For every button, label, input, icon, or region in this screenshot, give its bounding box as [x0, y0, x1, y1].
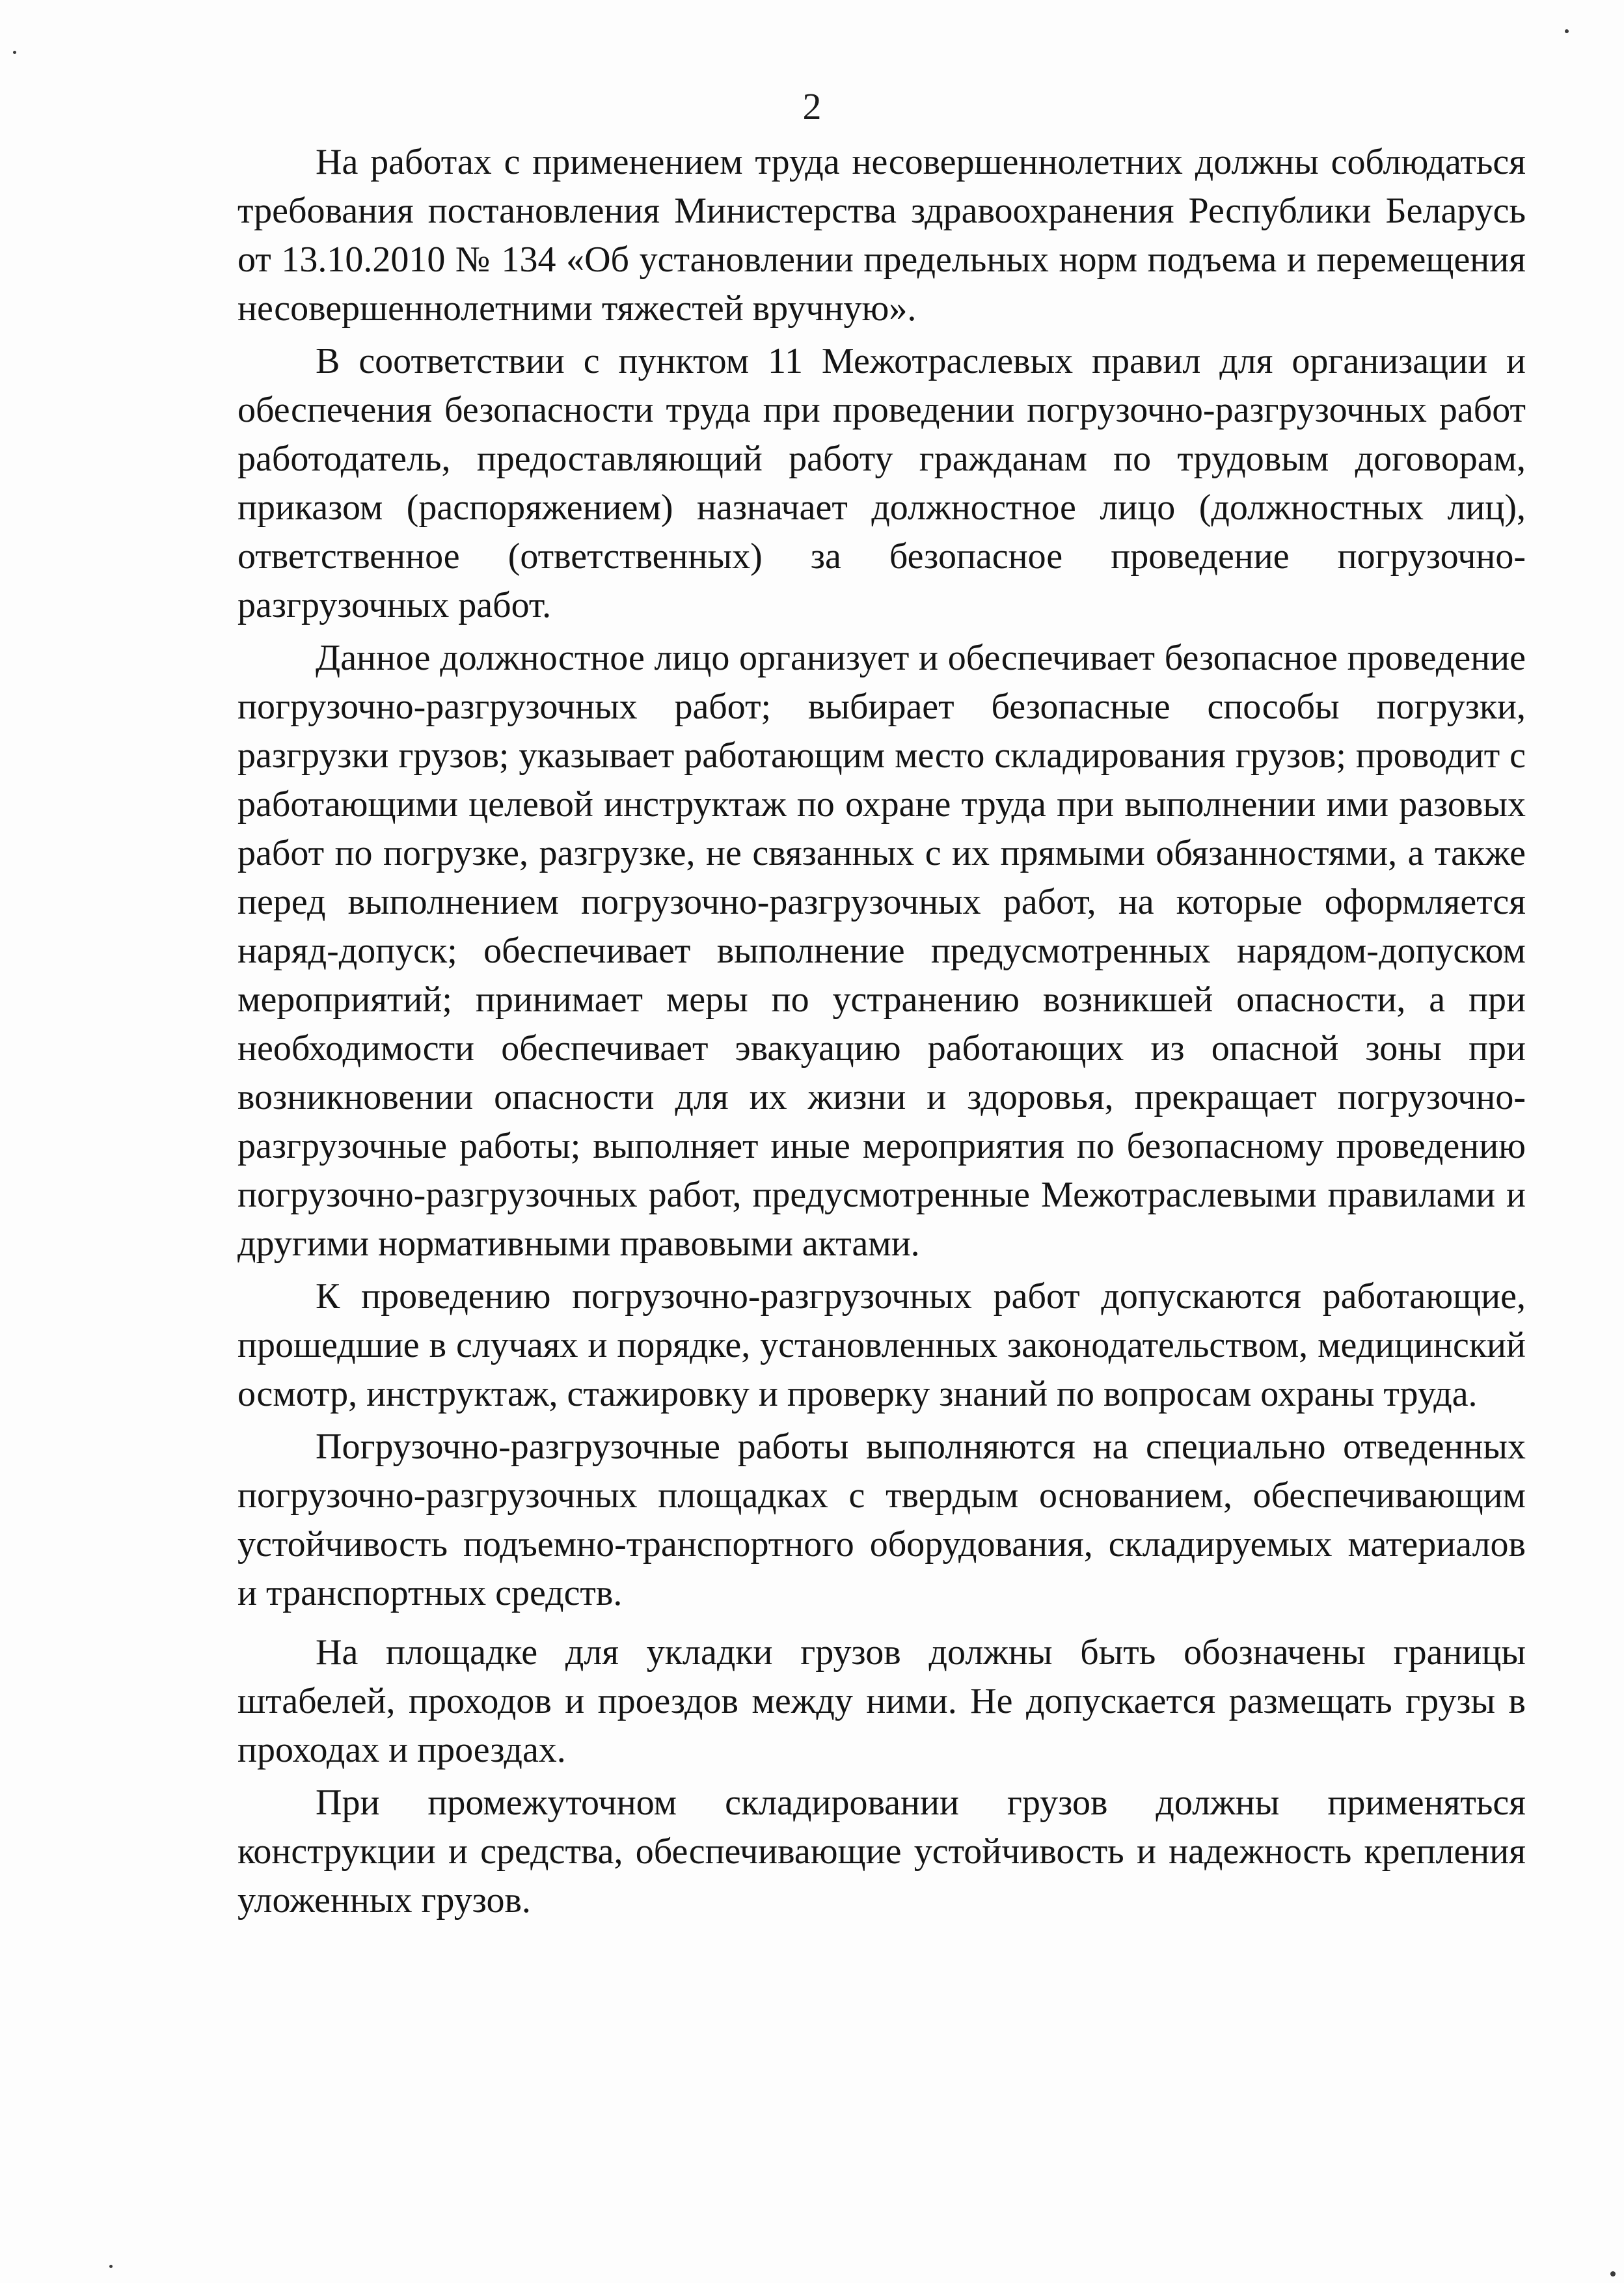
- scan-speck: [109, 2265, 113, 2268]
- page-number: 2: [802, 85, 822, 128]
- paragraph-admission: К проведению погрузочно-разгрузочных работ допускаются работающие, прошедшие в случаях и порядке, установленных законодательством, медицинский осмотр, инструктаж, стажировку и проверку знаний по вопросам охраны труда.: [237, 1276, 1526, 1414]
- paragraph-intermediate-storage: При промежуточном складировании грузов должны применяться конструкции и средства, обеспечивающие устойчивость и надежность крепления уложенных грузов.: [237, 1783, 1526, 1921]
- scan-speck: [1610, 2271, 1616, 2276]
- paragraph-minors-work: На работах с применением труда несовершеннолетних должны соблюдаться требования постановления Министерства здравоохранения Республики Беларусь от 13.10.2010 № 134 «Об установлении предельных норм подъема и перемещения несовершеннолетними тяжестей вручную».: [237, 142, 1526, 329]
- document-body: [237, 138, 1526, 1925]
- paragraph-official-duties: Данное должностное лицо организует и обеспечивает безопасное проведение погрузочно-разгрузочных работ; выбирает безопасные способы погрузки, разгрузки грузов; указывает работающим место складирования грузов; проводит с работающими целевой инструктаж по охране труда при выполнении ими разовых работ по погрузке, разгрузке, не связанных с их прямыми обязанностями, а также перед выполнением погрузочно-разгрузочных работ, на которые оформляется наряд-допуск; обеспечивает выполнение предусмотренных нарядом-допуском мероприятий; принимает меры по устранению возникшей опасности, а при необходимости обеспечивает эвакуацию работающих из опасной зоны при возникновении опасности для их жизни и здоровья, прекращает погрузочно-разгрузочные работы; выполняет иные мероприятия по безопасному проведению погрузочно-разгрузочных работ, предусмотренные Межотраслевыми правилами и другими нормативными правовыми актами.: [237, 638, 1526, 1264]
- scan-speck: [13, 51, 16, 54]
- scan-speck: [1565, 29, 1569, 33]
- paragraph-loading-areas: Погрузочно-разгрузочные работы выполняются на специально отведенных погрузочно-разгрузочных площадках с твердым основанием, обеспечивающим устойчивость подъемно-транспортного оборудования, складируемых материалов и транспортных средств.: [237, 1427, 1526, 1613]
- paragraph-stacking-boundaries: На площадке для укладки грузов должны быть обозначены границы штабелей, проходов и проездов между ними. Не допускается размещать грузы в проходах и проездах.: [237, 1632, 1526, 1770]
- paragraph-responsible-person: В соответствии с пунктом 11 Межотраслевых правил для организации и обеспечения безопасности труда при проведении погрузочно-разгрузочных работ работодатель, предоставляющий работу гражданам по трудовым договорам, приказом (распоряжением) назначает должностное лицо (должностных лиц), ответственное (ответственных) за безопасное проведение погрузочно-разгрузочных работ.: [237, 341, 1526, 625]
